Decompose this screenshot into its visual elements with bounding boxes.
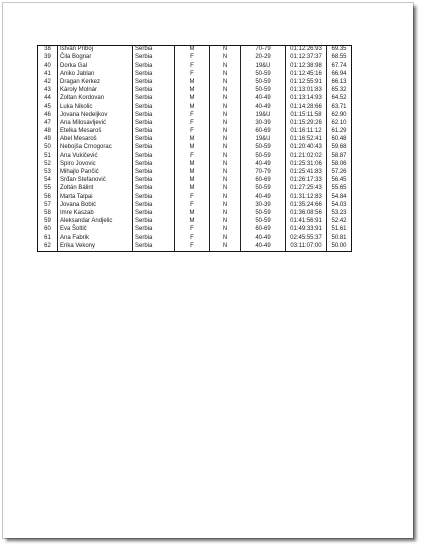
- age-group-cell: 19&U: [241, 112, 286, 120]
- time-cell: 01:15:29:26: [286, 120, 327, 128]
- name-cell: Károly Molnár: [58, 87, 133, 95]
- score-cell: 62.10: [327, 120, 352, 128]
- time-cell: 01:12:38:98: [286, 62, 327, 70]
- score-cell: 50.81: [327, 234, 352, 242]
- rank-cell: 40: [44, 62, 51, 69]
- rank-cell: 44: [44, 95, 51, 102]
- table-row: [38, 193, 352, 201]
- age-group-cell: 50-59: [241, 87, 286, 95]
- age-group-cell: 70-79: [241, 169, 286, 177]
- score-cell: 57.26: [327, 169, 352, 177]
- country-cell: Serbia: [133, 71, 175, 79]
- table-row: [38, 95, 352, 103]
- sex-cell: M: [175, 46, 210, 55]
- sex-cell: M: [175, 177, 210, 185]
- name-cell: Abel Mesaroš: [58, 136, 133, 144]
- country-cell: Serbia: [133, 120, 175, 128]
- rank-cell: 48: [44, 128, 51, 135]
- table-row: [38, 46, 352, 55]
- country-cell: Serbia: [133, 136, 175, 144]
- table-row: [38, 169, 352, 177]
- score-cell: 68.55: [327, 54, 352, 62]
- flag-cell: N: [210, 193, 241, 201]
- rank-cell: 61: [44, 234, 51, 241]
- time-cell: 01:14:28:66: [286, 103, 327, 111]
- age-group-cell: 50-59: [241, 71, 286, 79]
- country-cell: Serbia: [133, 218, 175, 226]
- name-cell: Srđan Stefanović: [58, 177, 133, 185]
- flag-cell: N: [210, 54, 241, 62]
- country-cell: Serbia: [133, 128, 175, 136]
- rank-cell: 50: [44, 144, 51, 151]
- name-cell: Jovana Nedeljkov: [58, 112, 133, 120]
- country-cell: Serbia: [133, 95, 175, 103]
- age-group-cell: 50-59: [241, 144, 286, 152]
- score-cell: 66.13: [327, 79, 352, 87]
- time-cell: 01:21:02:02: [286, 152, 327, 160]
- name-cell: Čila Bognar: [58, 54, 133, 62]
- table-row: [38, 210, 352, 218]
- score-cell: 51.61: [327, 226, 352, 234]
- time-cell: 02:45:55:37: [286, 234, 327, 242]
- age-group-cell: 19&U: [241, 62, 286, 70]
- rank-cell: 42: [44, 78, 51, 85]
- time-cell: 01:16:11:12: [286, 128, 327, 136]
- score-cell: 55.65: [327, 185, 352, 193]
- name-cell: Eva Šoltič: [58, 226, 133, 234]
- country-cell: Serbia: [133, 234, 175, 242]
- rank-cell: 49: [44, 136, 51, 143]
- age-group-cell: 50-59: [241, 79, 286, 87]
- country-cell: Serbia: [133, 226, 175, 234]
- time-cell: 03:11:07:00: [286, 243, 327, 252]
- age-group-cell: 60-69: [241, 177, 286, 185]
- rank-cell: 56: [44, 193, 51, 200]
- country-cell: Serbia: [133, 169, 175, 177]
- sex-cell: M: [175, 95, 210, 103]
- time-cell: 01:12:37:37: [286, 54, 327, 62]
- country-cell: Serbia: [133, 161, 175, 169]
- age-group-cell: 19&U: [241, 136, 286, 144]
- flag-cell: N: [210, 120, 241, 128]
- flag-cell: N: [210, 128, 241, 136]
- country-cell: Serbia: [133, 210, 175, 218]
- age-group-cell: 60-69: [241, 128, 286, 136]
- sex-cell: F: [175, 128, 210, 136]
- flag-cell: N: [210, 46, 241, 55]
- sex-cell: M: [175, 144, 210, 152]
- flag-cell: N: [210, 210, 241, 218]
- flag-cell: N: [210, 202, 241, 210]
- name-cell: Erika Vekony: [58, 243, 133, 252]
- time-cell: 01:12:26:93: [286, 46, 327, 55]
- flag-cell: N: [210, 71, 241, 79]
- country-cell: Serbia: [133, 62, 175, 70]
- time-cell: 01:13:01:83: [286, 87, 327, 95]
- document-page: [3, 3, 413, 538]
- age-group-cell: 60-69: [241, 226, 286, 234]
- name-cell: Istvan Priboj: [58, 46, 133, 55]
- score-cell: 54.03: [327, 202, 352, 210]
- flag-cell: N: [210, 234, 241, 242]
- name-cell: Ana Vukičević: [58, 152, 133, 160]
- rank-cell: 54: [44, 177, 51, 184]
- table-row: [38, 234, 352, 242]
- table-row: [38, 136, 352, 144]
- country-cell: Serbia: [133, 202, 175, 210]
- name-cell: Aniko Jablan: [58, 71, 133, 79]
- score-cell: 62.90: [327, 112, 352, 120]
- rank-cell: 51: [44, 152, 51, 159]
- sex-cell: F: [175, 234, 210, 242]
- time-cell: 01:36:08:56: [286, 210, 327, 218]
- flag-cell: N: [210, 152, 241, 160]
- flag-cell: N: [210, 177, 241, 185]
- country-cell: Serbia: [133, 152, 175, 160]
- score-cell: 61.29: [327, 128, 352, 136]
- time-cell: 01:25:31:06: [286, 161, 327, 169]
- sex-cell: M: [175, 136, 210, 144]
- name-cell: Etelka Mesaroš: [58, 128, 133, 136]
- results-table-body: [38, 46, 352, 252]
- table-row: [38, 62, 352, 70]
- score-cell: 69.35: [327, 46, 352, 55]
- time-cell: 01:41:56:91: [286, 218, 327, 226]
- sex-cell: F: [175, 62, 210, 70]
- score-cell: 52.42: [327, 218, 352, 226]
- rank-cell: 55: [44, 185, 51, 192]
- flag-cell: N: [210, 95, 241, 103]
- table-row: [38, 243, 352, 252]
- country-cell: Serbia: [133, 79, 175, 87]
- name-cell: Zoltán Bálint: [58, 185, 133, 193]
- time-cell: 01:31:12:83: [286, 193, 327, 201]
- name-cell: Mihajlo Pančić: [58, 169, 133, 177]
- rank-cell: 53: [44, 169, 51, 176]
- table-row: [38, 87, 352, 95]
- time-cell: 01:15:11:58: [286, 112, 327, 120]
- name-cell: Dorka Gal: [58, 62, 133, 70]
- age-group-cell: 50-59: [241, 152, 286, 160]
- sex-cell: M: [175, 103, 210, 111]
- name-cell: Zoltan Kordovan: [58, 95, 133, 103]
- sex-cell: F: [175, 193, 210, 201]
- name-cell: Jovana Bobić: [58, 202, 133, 210]
- country-cell: Serbia: [133, 112, 175, 120]
- country-cell: Serbia: [133, 243, 175, 252]
- sex-cell: M: [175, 169, 210, 177]
- table-row: [38, 128, 352, 136]
- flag-cell: N: [210, 218, 241, 226]
- flag-cell: N: [210, 103, 241, 111]
- rank-cell: 57: [44, 201, 51, 208]
- name-cell: Luka Nikolic: [58, 103, 133, 111]
- sex-cell: F: [175, 54, 210, 62]
- flag-cell: N: [210, 243, 241, 252]
- country-cell: Serbia: [133, 46, 175, 55]
- flag-cell: N: [210, 169, 241, 177]
- score-cell: 53.23: [327, 210, 352, 218]
- score-cell: 59.68: [327, 144, 352, 152]
- score-cell: 58.06: [327, 161, 352, 169]
- sex-cell: F: [175, 202, 210, 210]
- rank-cell: 46: [44, 111, 51, 118]
- time-cell: 01:26:17:33: [286, 177, 327, 185]
- time-cell: 01:16:52:41: [286, 136, 327, 144]
- sex-cell: M: [175, 185, 210, 193]
- rank-cell: 59: [44, 218, 51, 225]
- time-cell: 01:12:45:16: [286, 71, 327, 79]
- age-group-cell: 40-49: [241, 103, 286, 111]
- score-cell: 67.74: [327, 62, 352, 70]
- country-cell: Serbia: [133, 193, 175, 201]
- age-group-cell: 40-49: [241, 95, 286, 103]
- rank-cell: 60: [44, 226, 51, 233]
- age-group-cell: 50-59: [241, 210, 286, 218]
- sex-cell: M: [175, 161, 210, 169]
- flag-cell: N: [210, 62, 241, 70]
- score-cell: 56.45: [327, 177, 352, 185]
- rank-cell: 45: [44, 103, 51, 110]
- age-group-cell: 50-59: [241, 218, 286, 226]
- age-group-cell: 30-39: [241, 120, 286, 128]
- sex-cell: F: [175, 112, 210, 120]
- results-table: [37, 45, 352, 252]
- rank-cell: 39: [44, 54, 51, 61]
- country-cell: Serbia: [133, 177, 175, 185]
- score-cell: 54.84: [327, 193, 352, 201]
- rank-cell: 52: [44, 160, 51, 167]
- flag-cell: N: [210, 79, 241, 87]
- score-cell: 64.52: [327, 95, 352, 103]
- age-group-cell: 20-29: [241, 54, 286, 62]
- sex-cell: F: [175, 226, 210, 234]
- sex-cell: M: [175, 218, 210, 226]
- country-cell: Serbia: [133, 185, 175, 193]
- age-group-cell: 40-49: [241, 243, 286, 252]
- rank-cell: 43: [44, 87, 51, 94]
- rank-cell: 62: [44, 242, 51, 249]
- table-row: [38, 103, 352, 111]
- sex-cell: F: [175, 152, 210, 160]
- table-row: [38, 218, 352, 226]
- time-cell: 01:25:41:83: [286, 169, 327, 177]
- flag-cell: N: [210, 226, 241, 234]
- time-cell: 01:12:55:91: [286, 79, 327, 87]
- table-row: [38, 185, 352, 193]
- table-row: [38, 54, 352, 62]
- table-row: [38, 112, 352, 120]
- flag-cell: N: [210, 136, 241, 144]
- time-cell: 01:27:25:43: [286, 185, 327, 193]
- age-group-cell: 40-49: [241, 161, 286, 169]
- score-cell: 63.71: [327, 103, 352, 111]
- sex-cell: F: [175, 71, 210, 79]
- rank-cell: 41: [44, 70, 51, 77]
- score-cell: 60.48: [327, 136, 352, 144]
- time-cell: 01:13:14:93: [286, 95, 327, 103]
- age-group-cell: 30-39: [241, 202, 286, 210]
- name-cell: Aleksandar Andjelic: [58, 218, 133, 226]
- table-row: [38, 226, 352, 234]
- age-group-cell: 40-49: [241, 193, 286, 201]
- time-cell: 01:49:33:91: [286, 226, 327, 234]
- rank-cell: 47: [44, 119, 51, 126]
- score-cell: 58.87: [327, 152, 352, 160]
- table-row: [38, 71, 352, 79]
- flag-cell: N: [210, 185, 241, 193]
- table-row: [38, 152, 352, 160]
- name-cell: Imre Kaszab: [58, 210, 133, 218]
- name-cell: Nebojša Crnogorac: [58, 144, 133, 152]
- rank-cell: 38: [44, 46, 51, 53]
- flag-cell: N: [210, 144, 241, 152]
- sex-cell: M: [175, 87, 210, 95]
- flag-cell: N: [210, 112, 241, 120]
- table-row: [38, 177, 352, 185]
- time-cell: 01:20:40:43: [286, 144, 327, 152]
- age-group-cell: 70-79: [241, 46, 286, 55]
- name-cell: Marta Talpai: [58, 193, 133, 201]
- country-cell: Serbia: [133, 87, 175, 95]
- sex-cell: F: [175, 243, 210, 252]
- score-cell: 65.32: [327, 87, 352, 95]
- name-cell: Dragan Kerkez: [58, 79, 133, 87]
- table-row: [38, 144, 352, 152]
- flag-cell: N: [210, 161, 241, 169]
- country-cell: Serbia: [133, 144, 175, 152]
- score-cell: 50.00: [327, 243, 352, 252]
- sex-cell: M: [175, 210, 210, 218]
- country-cell: Serbia: [133, 54, 175, 62]
- name-cell: Spiro Jovovic: [58, 161, 133, 169]
- table-row: [38, 120, 352, 128]
- name-cell: Ana Fabrik: [58, 234, 133, 242]
- table-row: [38, 161, 352, 169]
- rank-cell: 58: [44, 209, 51, 216]
- sex-cell: F: [175, 120, 210, 128]
- time-cell: 01:35:24:66: [286, 202, 327, 210]
- age-group-cell: 40-49: [241, 234, 286, 242]
- table-row: [38, 79, 352, 87]
- table-row: [38, 202, 352, 210]
- name-cell: Ana Milosavljević: [58, 120, 133, 128]
- sex-cell: M: [175, 79, 210, 87]
- score-cell: 66.94: [327, 71, 352, 79]
- age-group-cell: 50-59: [241, 185, 286, 193]
- flag-cell: N: [210, 87, 241, 95]
- country-cell: Serbia: [133, 103, 175, 111]
